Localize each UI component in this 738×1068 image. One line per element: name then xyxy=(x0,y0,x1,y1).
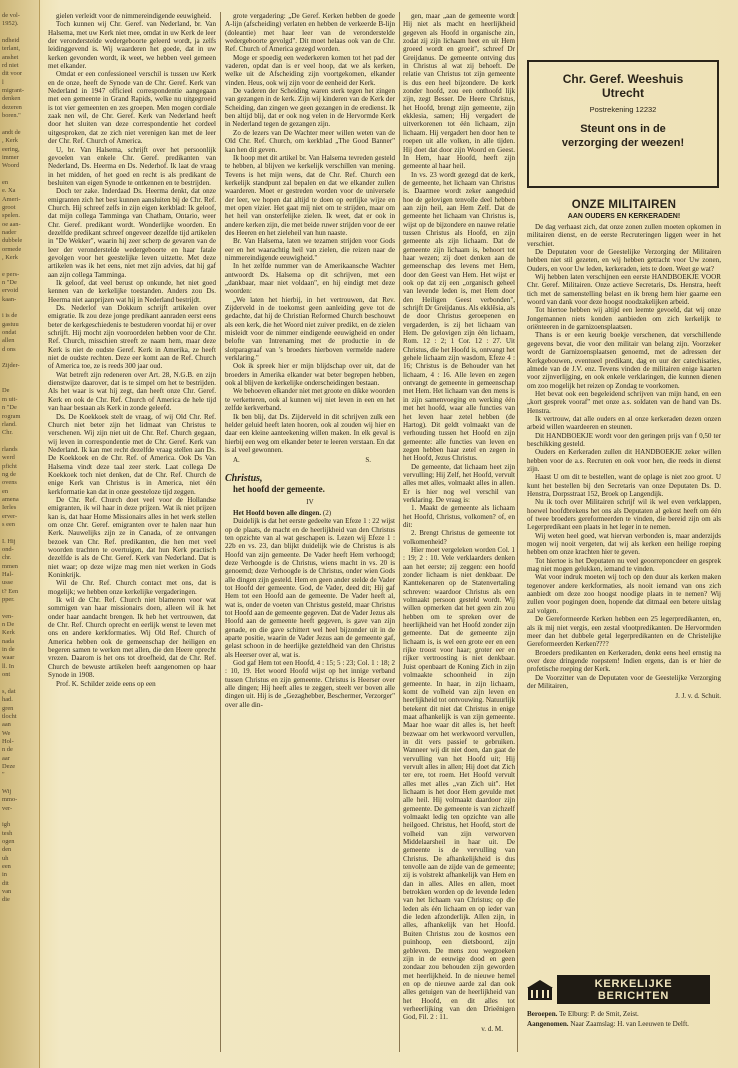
gutter-line: rogram xyxy=(2,412,21,420)
gutter-line: l xyxy=(2,78,4,86)
paragraph: Tot hiertoe is het Deputaten nu veel geoorreponcdeer en gesprek mag niet mogen gelukken, iemand te vinden. xyxy=(527,556,721,574)
gutter-line: I. Hij xyxy=(2,537,16,545)
gutter-line xyxy=(2,379,38,387)
column-1 xyxy=(48,12,216,1057)
article-subhead xyxy=(225,509,395,517)
gutter-line: van xyxy=(2,888,12,896)
gutter-line xyxy=(2,813,38,821)
paragraph: Hier moet vergeleken worden Col. 1 : 19; 2 : 10. Vele verklaarders denken aan het eerste; zij zeggen: een hoofd zonder lichaam is niet denkbaar. De Kanttekenaren op de Statenvertaling schreven: waardoor Christus als een volmaakt persoon gesteld wordt. Wij willen opmerken dat het geen zin zou hebben om te spreken over de heerlijkheid van het Hoofd zonder zijn gemeente. Dat de gemeente zijn lichaam is, is wel een grote eer en een rijke troost voor haar; groter eer en rijker vertroosting is niet denkbaar. Juist openbaart de Koning Zich in zijn volmaakte schoonheid in zijn gemeente. In haar, in zijn lichaam, komt de volheid van zijn leven en heerlijkheid tot ontvouwing. Natuurlijk betekent dit niet dat Christus in enige maat afhankelijk is van zijn gemeente. Maar hoe waar dit alles is, het heeft bezwaar om het werkwoord vervullen, in dit vers passief te gebruiken. Wanneer wij dit niet doen, dan gaat de vervulling van het Hoofd uit; Hij vervult alles in allen; Hij doet dat Zich ter ere, tot roem. Het Hoofd vervult alles met alles „van Zich uit". Het lichaam is het door Hem gevulde met alle heil. Hij volmaakt daardoor zijn gemeente. De gemeente is van zichzelf volmaakt ledig ten opzichte van alle heilgoed. Christus, het Hoofd, stort de volheid van zijn verworven Middelaarsheil in haar uit. De gemeente is de vervulling van Christus. De afhankelijkheid is dus tenvolle aan de zijde van de gemeente; zij is volstrekt afhankelijk van Hem en dan in alles. Alles en allen, moet betrokken worden op de levende leden van het lichaam van Christus; op die leden als één lichaam en op ieder van die leden afzonderlijk. Allen zijn, in alles, afhankelijk van het Hoofd. Buiten Christus zou de kosmos een puinhoop, een dietsboord, zijn gebleven. De mens zou wegzoeken zijn in de eeuwige dood en geen zondaar zou behouden zijn geworden met heerlijkheid. In de nieuwe hemel en op de nieuwe aarde zal dan ook alles getuigen van de heerlijkheid van het Hoofd, en dit alles tot verheerlijking van den Drieënigen God, Fil. 2 : 11. xyxy=(403,546,515,1022)
gutter-line: i is de xyxy=(2,312,18,320)
gutter-line: Chr. xyxy=(2,429,13,437)
gutter-line: rd niet xyxy=(2,62,19,70)
column-rule xyxy=(517,12,518,1052)
gutter-line: 1952). xyxy=(2,20,19,28)
gutter-line: spelen. xyxy=(2,212,20,220)
paragraph: „We laten het hierbij, in het vertrouwen, dat Rev. Zijderveld in de toekomst geen aanleiding geve tot de gedachte, dat hij de Christian Reformed Church beschouwt als een kerk, die het Woord niet zuiver predikt, en de zielen misleidt voor de nimmer eindigende eeuwigheid en onder belofte van Intrenaming met de productie in de slotparagraaf van 's broeders hierboven vermelde nadere verklaring." xyxy=(225,295,395,363)
gutter-line: pficht xyxy=(2,462,17,470)
gutter-line: dezeren xyxy=(2,103,22,111)
paragraph: Ds. De Koekkoek stelt de vraag, of wij Old Chr. Ref. Church niet beter zijn het lidmaat van Christus te verschenen. Wij zijn niet uit de Chr. Ref. Church gegaan, wij leven in correspondentie met de Chr. Geref. Kerk van Nederland. Ik kan met recht dezelfde vraag stellen aan Ds. De Koekkoek en de Chr. Ref. of America. Ook Ds Van Halsema vindt deze taal zeer sterk. Laat collega De Koekkoek toch niet denken, dat de Chr. Ref. Church de enige Kerk van Christus is in America, niet één kerkformatie kan dat in onze geesteloze tijd zeggen. xyxy=(48,412,216,496)
paragraph: We behoeven elkander niet met groote en dikke woorden te verketteren, ook al kunnen wij niet leven in een en het zelfde kerkverband. xyxy=(225,387,395,413)
gutter-line: groot xyxy=(2,203,16,211)
gutter-line: " xyxy=(2,771,5,779)
gutter-line: Ierles xyxy=(2,504,17,512)
gutter-line: s, dat xyxy=(2,687,16,695)
paragraph: Ook ik spreek hier er mijn blijdschap over uit, dat de broeders in Amerika elkander wat beter begrepen hebben, ook al blijven de kerkelijke onderscheidingen bestaan. xyxy=(225,362,395,388)
paragraph: Wij weten heel goed, wat hiervan verbonden is, maar anderzijds mogen wij nooit vergeten, dat wij als kerken een heilige roeping hebben om onze krachten hier te geven. xyxy=(527,531,721,557)
gutter-line: tesh xyxy=(2,829,13,837)
paragraph: Haast U om dit te bestellen, want de oplage is niet zoo groot. U kunt het bestellen bij den Secretaris van onze Deputaten Ds. D. Henstra, Dorpsstraat 152, Broek op Langendijk. xyxy=(527,473,721,498)
article-title: Christus, xyxy=(225,472,263,484)
gutter-line: die xyxy=(2,896,10,904)
gutter-line: andt de xyxy=(2,128,21,136)
gutter-line: n de xyxy=(2,746,13,754)
paragraph: Ik wil de Chr. Ref. Church niet blameren voor wat sommigen van haar missionairs doen, alleen wil ik het onder haar aandacht brengen. Ik heb het vertrouwen, dat de Chr. Ref. Church oprecht en eerlijk wenst te leven met ons en andere kerkformaties. Wij Old Ref. Church of America hebben ook de gemeenschap der heiligen en begeren samen te werken met allen, die den Heere oprecht vrezen. Daarom is het ons tot droefheid, dat de Chr. Ref. Church de bewuste artikelen heeft aangenomen op haar Synode in 1908. xyxy=(48,596,216,680)
article-subtitle: het hoofd der gemeente. xyxy=(233,483,325,494)
gutter-line: n De xyxy=(2,621,15,629)
paragraph: Br. Van Halsema, laten we tezamen strijden voor Gods eer en het waarachtig heil van zielen, die reizen naar de nimmereindigende eeuwigheid." xyxy=(225,237,395,262)
paragraph: Prof. K. Schilder zeide eens op een xyxy=(56,679,156,688)
paragraph: Ik vertrouw, dat alle ouders en al onze kerkeraden dezen onzen arbeid willen waardeeren en steunen. xyxy=(527,414,721,432)
paragraph: Nu ik toch over Militairen schrijf wil ik wel even verklappen, hoewel hoofdbrekens het ons als Deputaten al gekost heeft om één of twee broeders gereformeerden te vinden, die bereid zijn om als Legerpredikant een plaats in het leger in te nemen. xyxy=(527,498,721,532)
paragraph: Zo de lezers van De Wachter meer willen weten van de Old Chr. Ref. Church, om kerkblad „The Good Banner" kan hen dit geven. xyxy=(225,128,395,154)
paragraph: In vs. 23 wordt gezegd dat de kerk, de gemeente, het lichaam van Christus is. Daarmee wordt zeker aangeduid hoe de gelovigen tenvolle deel hebben aan zijn heil, aan Hem Zelf. Dat de gemeente het lichaam van Christus is, wijst op de bijzondere en nauwe relatie tussen Christus als Hoofd, en zijn gemeente als zijn lichaam. Dat de gemeente zijn lichaam is, behoort tot haar wezen; zij doet denken aan de gemeenschap des levens met Hem, door den Geest van Hem. Het wijst er ook op dat zij een „organisch geheel van levende leden is, met Hem door den Heiligen Geest verbonden", schrijft Dr Greijdanus. Als ekklēsia, als de door Christus geroepenen en vergaderden, is zij het lichaam van Hem. De gelovigen zijn één lichaam, Rom. 12 : 2; 1 Cor. 12 : 27. Uit Christus, die het Hoofd is, ontvangt het gehele lichaam zijn wasdom, Efeze 4 : 16; Christus is de Behouder van het lichaam, 4 : 16. Alle leven en zegen ontvangt de gemeente in gemeenschap met Hem. Het lichaam van den mens is in zijn samenvoeging en werking één met het hoofd, waar alle functies van het leven haar zetel hebben (de Hartog). Dit geldt volmaakt van de verhouding tussen het Hoofd en zijn gemeente: alle functies van leven en zegen hebben haar zetel en zegen in het Hoofd, Jezus Christus. xyxy=(403,170,515,463)
militairen-body xyxy=(527,223,721,690)
paragraph: Ik ben blij, dat Ds. Zijderveld in dit schrijven zulk een helder geluid heeft laten hooren, ook al zouden wij hier en daar een kleine aanteekening willen maken. In elk geval is hierbij een weg om elkander beter te leeren verstaan. En dat is al veel gewonnen. xyxy=(225,412,395,454)
kerkelijke-berichten-banner xyxy=(527,976,710,1003)
gutter-line: chr. xyxy=(2,554,12,562)
paragraph: Omdat er een confessioneel verschil is tussen uw Kerk en de onze, heeft de Synode van de Chr. Geref. Kerk van Nederland in 1947 officieel correspondentie aangegaan met een gemeente in Grand Rapids, welke nu uitgegroeid is tot vier gemeenten en zes groepen. Men mogen cordiale zaak nen wil, de Chr. Geref. Kerk van Nederland heeft door het sluiten van deze correspondentie het cordeel uitgesproken, dat ze zich niet verenigen kan met de leer der Chr. Ref. Church of America. xyxy=(48,70,216,146)
paragraph: Broeders predikanten en Kerkeraden, denkt eens heel ernstig na over deze dringende roepstem! Indien ergens, dan is er hier de profetische roeping der Kerk. xyxy=(527,648,721,674)
subhead-text: Het Hoofd boven alle dingen. xyxy=(233,508,322,517)
gutter-line: aar xyxy=(2,754,10,762)
paragraph: Ik geloof, dat veel berust op onkunde, het niet goed kennen van de kerkelijke toestanden. Anders zou Ds. Heerma niet aanprijzen wat hij in Nederland bestrijdt. xyxy=(48,279,216,304)
gutter-line: mmo- xyxy=(2,796,18,804)
gutter-line: mmen xyxy=(2,562,18,570)
gutter-line: werd xyxy=(2,454,15,462)
bericht-head: Aangenomen. xyxy=(527,1020,569,1029)
paragraph: Wil de Chr. Ref. Church contact met ons, dat is mogelijk; we hebben onze kerkelijke vergaderingen. xyxy=(48,579,216,596)
gutter-line: uh xyxy=(2,854,9,862)
gutter-line: t? Een xyxy=(2,587,19,595)
bericht-text: Naar Zaamslag: H. van Leeuwen te Delft. xyxy=(568,1020,689,1029)
gutter-line xyxy=(2,680,38,688)
gutter-line: e. Xa xyxy=(2,187,16,195)
article-signature: v. d. M. xyxy=(481,1024,503,1033)
gutter-line: De xyxy=(2,387,10,395)
bericht-item xyxy=(527,1010,721,1018)
gutter-line: waar xyxy=(2,654,15,662)
gutter-line: en xyxy=(2,487,9,495)
gutter-line: amena xyxy=(2,495,19,503)
gutter-line: erver- xyxy=(2,512,18,520)
paragraph: gielen verleidt voor de nimmereindigende eeuwigheid. xyxy=(56,12,212,20)
gutter-line: Kerk xyxy=(2,629,15,637)
gutter-line: en xyxy=(2,178,9,186)
gutter-line xyxy=(2,438,38,446)
gutter-line: d ons xyxy=(2,345,16,353)
gutter-line: immer xyxy=(2,153,19,161)
gutter-line: s een xyxy=(2,520,15,528)
bericht-head: Beroepen. xyxy=(527,1010,558,1018)
gutter-line: dit xyxy=(2,879,9,887)
gutter-line: allen xyxy=(2,337,15,345)
paragraph: 1. Maakt de gemeente als lichaam het Hoofd, Christus, volkomen? of, en dit: xyxy=(403,504,515,529)
paragraph: God gaf Hem tot een Hoofd, 4 : 15; 5 : 23; Col. 1 : 18; 2 : 10, 19. Het woord Hoofd wijst op het innige verband tussen Christus en zijn gemeente. Christus is Heerser over alle dingen; Hij heeft alles te zeggen, steelt ver boven alle dingen uit. Hij is de „Gezaghebber, Beschermer, Verzorger" over alle din- xyxy=(225,659,395,709)
ad-line-2: Utrecht xyxy=(601,86,644,100)
paragraph: Toch kunnen wij Chr. Geref. van Nederland, br. Van Halsema, met uw Kerk niet mee, omdat in uw Kerk de leer der verondersteide wedergeboorte geleerd wordt, ja zelfs leidinggevend is. Wij waarderen het goede, dat in uw kerken gevonden wordt, ik weet, we hebben veel gemeen met elkander. xyxy=(48,20,216,71)
gutter-line: ormede xyxy=(2,245,22,253)
gutter-line: usse xyxy=(2,579,14,587)
militairen-article xyxy=(527,199,721,700)
gutter-line: ond- xyxy=(2,546,14,553)
paragraph: grote vergadering: „De Geref. Kerken hebben de goede A-lijn (afscheiding) verlaten en hebben de verkeerde B-lijn (doleantie) met haar leer van de veronderstelde wedergeboorte gevolgd". Dit moet helaas ook van de Chr. Ref. Church of America gezegd worden. xyxy=(225,12,395,54)
paragraph: Het bevat ook een begeleidend schrijven van mijn hand, en een „kort gesprek vooraf" met onze a.s. soldaten van de hand van Ds. Henstra. xyxy=(527,389,721,415)
gutter-line xyxy=(2,604,38,612)
church-building-icon xyxy=(527,979,553,1001)
column-rule xyxy=(220,12,221,1052)
paragraph: De Gereformeerde Kerken hebben een 25 legerpredikanten, en, als ik mij niet vergis, een zestal vlootpredikanten. De Hervormden meer dan het dubbele getal legerpredikanten en de Christelijke Gereformeerden Kerken???? xyxy=(527,615,721,649)
gutter-line: ndheid xyxy=(2,37,20,45)
gutter-line: kaan- xyxy=(2,295,17,303)
paragraph: Wat betreft zijn redeneren over Art. 28, N.G.B. en zijn dienstwijze daarover, dat is te simpel om het te bestrijden. Als het waar is wat hij zegt, dan heeft onze Chr. Geref. Kerk en ook de Chr. Ref. Church of America de hele tijd van haar bestaan als Kerk in zonde geleefd. xyxy=(48,370,216,413)
column-rule xyxy=(399,12,400,1052)
gutter-line: pper. xyxy=(2,596,15,604)
paragraph: In het zelfde nummer van de Amerikaansche Wachter antwoordt Ds. Halsema op dit schrijven, met een „dankbaar, maar niet voldaan", en hij eindigt met deze woorden: xyxy=(225,262,395,296)
militairen-title: ONZE MILITAIREN xyxy=(571,199,677,211)
gutter-line: ondat xyxy=(2,329,17,337)
ad-line-1: Chr. Geref. Weeshuis xyxy=(562,72,684,86)
bericht-text: Te Elburg: P. de Smit, Zeist. xyxy=(557,1010,639,1018)
gutter-line: nader xyxy=(2,228,17,236)
gutter-line: den xyxy=(2,846,12,854)
paragraph: Wij hebben laten verschijnen een eerste HANDBOEKJE VOOR Chr. Geref. Militairen. Onze actieve Secretaris, Ds. Henstra, heeft tich met de samenstelling belast en ik breng hem hier gaarne een woord van dank voor deze hoogst noodzakelijken arbeid. xyxy=(527,273,721,307)
paragraph: U, br. Van Halsema, schrijft over het persoonlijk gevoelen van enkele Chr. Geref. predikanten van Nederland, Ds. Heerma en Ds. Nederhof. Ik laat de vraag in het midden, of het goed en recht is als predikant de besluiten van eigen Synode te ontkennen en te bestrijden. xyxy=(48,145,216,187)
article-number: IV xyxy=(306,497,314,506)
orphanage-advertisement xyxy=(527,60,719,188)
gutter-line: Deze xyxy=(2,762,16,770)
signature-left: A. xyxy=(233,456,240,465)
gutter-line: dubbele xyxy=(2,237,23,245)
gutter-line: Wij xyxy=(2,787,12,795)
gutter-line: Hol- xyxy=(2,737,14,745)
paragraph: Moge er spoedig een wederkeren komen tot het pad der vaderen, opdat dan is er veel hoop, dat we als kerken, welke uit de Afscheiding zijn voortgekomen, elkander vinden. Heus, ook wij zijn voor de eenheid der Kerk. xyxy=(225,53,395,87)
gutter-line: ng de xyxy=(2,470,17,478)
gutter-line xyxy=(2,120,38,128)
paragraph: De Voorzitter van de Deputaten voor de Geestelijke Verzorging der Militairen, xyxy=(527,673,721,690)
paragraph: Thans is er een keurig boekje verschenen, dat verschillende gegevens bevat, die voor den militair van belang zijn. Voorzeker wordt de Garnizoensplaatsen genoemd, met de adressen der Kerkgebouwen, eventueel predikant, dag en uur der catechisaties, almede van de J.V. enz. Tevens vinden de militairen enige kaarten voor zijnverlijging, en ook enkele verklaringen, die kunnen dienen om zoo mogelijk het reizen op Zondag te voorkomen. xyxy=(527,331,721,390)
gutter-line: migrant- xyxy=(2,87,25,95)
gutter-line: , Kerk xyxy=(2,253,18,261)
gutter-line: rlands xyxy=(2,445,18,453)
gutter-line: had. xyxy=(2,696,13,704)
gutter-line: rland. xyxy=(2,420,17,428)
gutter-line: e pers- xyxy=(2,270,20,278)
gutter-line: een xyxy=(2,863,11,871)
gutter-line: terlant, xyxy=(2,45,20,53)
paragraph: Dit HANDBOEKJE wordt voor den geringen prijs van f 0,50 ter beschikking gesteld. xyxy=(527,431,721,448)
gutter-line: igh xyxy=(2,821,11,829)
gutter-line: ven- xyxy=(2,612,14,620)
ad-postal-account: Postrekening 12232 xyxy=(589,105,657,114)
gutter-line: , Kerk xyxy=(2,137,18,145)
paragraph: De Deputaten voor de Geestelijke Verzorging der Militairen hebben niet stil gezeten, en wij hebben getracht voor Uw zonen, Ouders, en voor Uw leden, kerkeraden, iets te doen. Weet ge wat? xyxy=(527,248,721,273)
paragraph: De gemeente, dat lichaam heet zijn vervulling; Hij Zelf, het Hoofd, vervult alles met alles, volmaakt alles in allen. Er is hier nog wel verschil van verklaring. De vraag is: xyxy=(403,462,515,504)
bericht-item xyxy=(527,1020,721,1028)
ad-line-5: verzorging der weezen! xyxy=(561,137,685,149)
gutter-line: n "De xyxy=(2,404,17,412)
gutter-line xyxy=(2,529,38,537)
gutter-line: ervoid xyxy=(2,287,19,295)
gutter-line xyxy=(2,171,38,179)
gutter-line: eering, xyxy=(2,145,20,153)
militairen-signer: J. J. v. d. Schuit. xyxy=(675,692,721,701)
gutter-line: anshet xyxy=(2,53,19,61)
gutter-line xyxy=(2,262,38,270)
gutter-line xyxy=(2,780,38,788)
gutter-line: tlocht xyxy=(2,712,17,720)
gutter-line: gren xyxy=(2,704,14,712)
paragraph: Wat voor indruk moeten wij toch op den duur als kerken maken tegenover andere kerkformaties, als nooit iemand van ons zich aanbiedt om deze zoo hoogst noodige plaats in te nemen? Wij zullen voor pogingen doen, hopende dat ditmaal een betere uitslag zal volgen. xyxy=(527,573,721,615)
gutter-line: de vol- xyxy=(2,12,20,19)
ad-line-4: Steunt ons in de xyxy=(580,123,666,135)
signature-right: S. xyxy=(365,456,371,465)
paragraph: De vaderen der Scheiding waren sterk tegen het zingen van gezangen in de kerk. Zijn wij kinderen van de Kerk der Scheiding, dan zingen we geen gezangen in de eredienst. Ik ben altijd blij, dat er ook nog velen in de Hervormde Kerk in Nederland tegen de gezangen zijn. xyxy=(225,87,395,129)
gutter-line: ont xyxy=(2,671,11,679)
gutter-line xyxy=(2,29,38,37)
gutter-line: ll. In xyxy=(2,662,15,670)
militairen-subtitle: AAN OUDERS EN KERKERADEN! xyxy=(567,213,681,220)
paragraph: Duidelijk is dat het eerste gedeelte van Efeze 1 : 22 wijst op de plaats, de macht en de heerlijkheid van den Christus ten opzichte van al wat geschapen is. Lezen wij Efeze 1 : 22b en vs. 23, dan blijkt duidelijk wie de Christus is als Hoofd van zijn gemeente. De Vader heeft Hem verhoogd; deze Verhoogde is de Christus, wiens macht in vs. 20 is genoemd; deze Verhoogde is de Christus, onder wien Gods alle dingen zijn gesteld. Hem en geen ander stelde de Vader tot Hoofd der gemeente. God, de Vader, deed dit; Hij gaf Hem tot een Hoofd aan de gemeente. De Vader heeft al, wat is, onder de voeten van Christus gesteld, maar Christus tot Hoofd aan de gemeente gegeven. Dat de Vader Jezus als Hoofd aan de gemeente heeft gegeven, is gave van zijn genade, en die gave schittert wel heel bijzonder uit in de aparte positie, waarin de Vader Jezus aan de gemeente gaf, gelast schoon in de heerlijke gezteldheid van den Christus als Heerser over al, wat is. xyxy=(225,517,395,659)
column-3 xyxy=(403,12,515,1057)
gutter-line: aan xyxy=(2,721,11,729)
gutter-line: Hal- xyxy=(2,571,14,579)
paragraph: Ik hoop met dit artikel br. Van Halsema tevreden gesteld te hebben, al blijven we kerkelijk verschillen van mening. Tevens is het mijn wens, dat de Chr. Ref. Church een kerkelijk standpunt zal bepalen en dat we elkander zullen waarderen. Moet er gestreden worden voor de universele der leer, we hopen dat altijd te doen op eerlijke wijze en met open vizier. Het gaat mij niet om te strijden, maar om het heil van onsterfelijke zielen. Ik weet, dat er ook in andere kerken zijn, die met beide ruwer strijden voor de eer des Heeren en het zieleheil van hun naaste. xyxy=(225,153,395,237)
paragraph: Ds. Nederlof van Dokkum schrijft artikelen over emigratie. Ik zou deze jonge predikant aanraden eerst eens beter de kerkgeschiedenis te bestuderen voordat hij er over schrijft. Hij mocht zijn vooroordelen hebben voor de Chr. Ref. Church, misschien streeft ze naam hem, maar deze Kerk is niet de oudste Geref. Kerk in Amerika, ze heeft niet de oudste rechten. Deze eer komt aan de Ref. Church of America toe, ze is reeds 300 jaar oud. xyxy=(48,304,216,371)
paragraph: Tot hiertoe hebben wij altijd een leemte gevoeld, dat wij onze Jongemannen niets konden aanbieden om zich kerkelijk te oriënteeren in de garnizoensplaatsen. xyxy=(527,306,721,332)
gutter-line: denken xyxy=(2,95,21,103)
paragraph: De dag verhaast zich, dat onze zonen zullen moeten opkomen in militairen dienst, en de eerste Recruteringen liggen weer in het verschiet. xyxy=(527,223,721,248)
paragraph: gen, maar „aan de gemeente wordt Hij niet als macht en heerlijkheid gegeven als Hoofd in organische zin, zodat zij zijn lichaam heet en uit Hem groeed wordt en groeit", schreef Dr Greijdanus. De gemeente ontving dus in Christus al wat zij behoeft. De relatie van Christus tot zijn gemeente is dus een heel bijzondere. De kerk zonder hoofd, zou een onthoofd lijk zijn, zegt Besser. De Heere Christus, het Hoofd, brengt zijn gemeente, zijn ekklesia, samen; Hij vergadert de uitverkorenen tot één lichaam, zijn lichaam. Hij vergadert hen door hen te roepen uit alle volken, in alle tijden. Hij doet dat door zijn Woord en Geest. In Hem, haar Hoofd, heeft zijn gemeente al haar heil. xyxy=(403,12,515,171)
gutter-line: dit voor xyxy=(2,70,23,78)
gutter-line: n "De xyxy=(2,279,17,286)
gutter-line: oe aan- xyxy=(2,220,21,228)
gutter-line: ogen xyxy=(2,838,15,846)
gutter-line: ver- xyxy=(2,804,13,812)
gutter-line xyxy=(2,354,38,362)
gutter-line: in de xyxy=(2,646,15,654)
kerkelijke-berichten-list xyxy=(527,1010,721,1031)
gutter-line: m uit- xyxy=(2,395,18,403)
paragraph: Doch ter zake. Inderdaad Ds. Heerma denkt, dat onze emigranten zich het best kunnen aansluiten bij de Chr. Ref. Church. Hij schreef zelfs in zijn eigen kerkblad: Ik geloof, dat mijn collega Tamminga van Chatham, Ontario, weer Chr. Geref. predikant wordt. Wonderlijke woorden. En dezelfde predikant schreef ongeveer dezelfde tijd artikelen in "De Wekker", waarin hij zeer scherp de gevaren van de leer der veronderstelde wedergeboorte en haar fatale gevolgen voor het geestelijke leven uitzette. Met deze artikelen was ik het eens, niet met zijn advies, dat hij gaf aan zijn collega Tamminga. xyxy=(48,187,216,279)
gutter-line: nada xyxy=(2,637,15,645)
gutter-line: Woord xyxy=(2,162,20,170)
subhead-number: (2) xyxy=(322,508,332,517)
gutter-line xyxy=(2,304,38,312)
gutter-line: ovens xyxy=(2,479,17,487)
gutter-line xyxy=(2,371,38,379)
gutter-column xyxy=(2,12,38,905)
gutter-line: We xyxy=(2,729,11,737)
signature-row xyxy=(225,454,395,464)
column-2 xyxy=(225,12,395,1057)
gutter-line: Ameri- xyxy=(2,195,21,203)
gutter-line: boren." xyxy=(2,112,21,120)
gutter-line: gastuu xyxy=(2,320,19,328)
paragraph: Ouders en Kerkeraden zullen dit HANDBOEKJE zeker willen hebben voor de a.s. Recruten en ook voor hen, die reeds in dienst zijn. xyxy=(527,448,721,473)
gutter-line: in xyxy=(2,871,7,879)
banner-label: KERKELIJKE BERICHTEN xyxy=(557,975,710,1004)
gutter-line: Zijder- xyxy=(2,362,20,370)
paragraph: De Chr. Ref. Church doet veel voor de Hollandse emigranten, ik wil haar in deze prijzen. Wat ik niet prijzen kan is, dat haar Home Missionairs alles in het werk stellen om onze Chr. Geref. emigranten over te halen naar hun Kerk. Nauwelijks zijn ze in Canada, of ze ontvangen bezoek van Chr. Ref. predikanten, die hen met veel woorden trachten te overtuigen, dat hun Kerk practisch dezelfde is als de Chr. Geref. Kerk van Nederland. Dat is niet waar; op deze wijze mag men niet werken in Gods Koninkrijk. xyxy=(48,495,216,580)
paragraph: 2. Brengt Christus de gemeente tot volkomenheid? xyxy=(403,529,515,546)
